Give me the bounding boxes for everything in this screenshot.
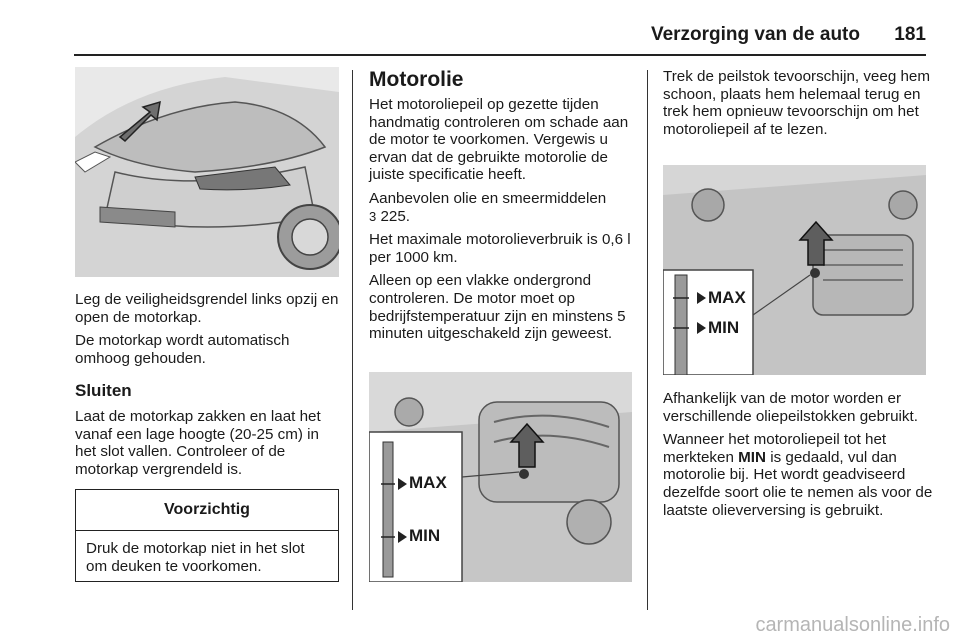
oil-recommendation: Aanbevolen olie en smeermiddelen 3 225. <box>369 189 607 225</box>
left-text-block-2 <box>75 408 343 484</box>
watermark: carmanualsonline.info <box>755 614 950 636</box>
page-header <box>0 0 960 60</box>
topup-instruction: Wanneer het motoroliepeil tot het merkteken MIN is gedaald, vul dan motorolie bij. Het wordt geadviseerd dezelfde soort olie te nemen als voor de laatste olieverversing is gebruikt. <box>663 431 933 519</box>
instruction-open-bonnet: Leg de veiligheidsgrendel links opzij en open de motorkap. <box>75 291 339 326</box>
page-reference-icon: 3 <box>369 208 377 224</box>
min-mark-reference: MIN <box>738 448 766 466</box>
column-divider-left <box>352 70 353 610</box>
dipstick-variants: Afhankelijk van de motor worden er verschillende oliepeilstokken gebruikt. <box>663 390 918 425</box>
instruction-bonnet-held: De motorkap wordt automatisch omhoog gehouden. <box>75 332 290 367</box>
right-text-block-1 <box>663 68 931 144</box>
min-mark-label: MIN <box>409 526 441 545</box>
right-text-block-2 <box>663 390 933 525</box>
caution-box <box>75 489 339 582</box>
column-divider-right <box>647 70 648 610</box>
caution-title: Voorzichtig <box>76 490 338 531</box>
min-mark-label: MIN <box>708 318 740 337</box>
oil-consumption: Het maximale motorolieverbruik is 0,6 l per 1000 km. <box>369 231 631 266</box>
section-title: Verzorging van de auto <box>650 24 860 45</box>
max-mark-label: MAX <box>708 288 746 307</box>
middle-text-block <box>369 96 637 349</box>
oil-check-intro: Het motoroliepeil op gezette tijden handmatig controleren om schade aan de motor te voorkomen. Vergewis u ervan dat de gebruikte motorolie de juiste specificatie heeft. <box>369 96 629 184</box>
header-rule <box>74 54 926 56</box>
page-number: 181 <box>894 24 926 45</box>
dipstick-instruction: Trek de peilstok tevoorschijn, veeg hem schoon, plaats hem helemaal terug en trek hem opnieuw tevoorschijn om het motoroliepeil af te lezen. <box>663 68 931 138</box>
left-text-block-1 <box>75 291 343 373</box>
bonnet-illustration <box>75 67 339 277</box>
max-mark-label: MAX <box>409 473 447 492</box>
instruction-close-bonnet: Laat de motorkap zakken en laat het vanaf een lage hoogte (20-25 cm) in het slot vallen. Controleer of de motorkap vergrendeld is. <box>75 408 321 478</box>
oil-check-conditions: Alleen op een vlakke ondergrond controleren. De motor moet op bedrijfstemperatuur zijn en minstens 5 minuten uitgeschakeld zijn geweest. <box>369 272 626 343</box>
caution-text: Druk de motorkap niet in het slot om deuken te voorkomen. <box>86 540 305 575</box>
dipstick-illustration-1 <box>369 372 632 582</box>
heading-sluiten: Sluiten <box>75 381 132 400</box>
heading-motorolie: Motorolie <box>369 68 464 91</box>
dipstick-illustration-2 <box>663 165 926 375</box>
